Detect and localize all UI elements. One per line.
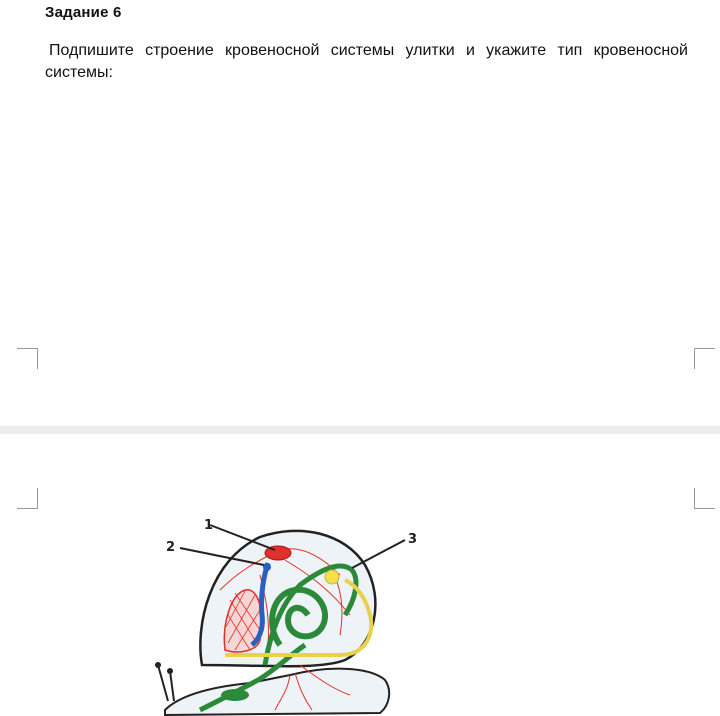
page-margin-corner-top-right <box>694 488 715 509</box>
tentacle-right <box>170 671 174 701</box>
diagram-label-1: 1 <box>204 518 214 533</box>
diagram-label-3: 3 <box>408 532 418 547</box>
snail-circulatory-diagram <box>140 515 440 716</box>
page-margin-corner-bottom-left <box>17 348 38 369</box>
task-instruction: Подпишите строение кровеносной системы улитки и укажите тип кровеносной системы: <box>45 42 688 81</box>
page-separator <box>0 426 720 434</box>
page-margin-corner-top-left <box>17 488 38 509</box>
pointer-3 <box>352 540 405 568</box>
diagram-label-2: 2 <box>166 540 176 555</box>
page-margin-corner-bottom-right <box>694 348 715 369</box>
snail-diagram-svg <box>140 515 440 716</box>
tentacle-left <box>158 665 168 701</box>
snail-foot <box>165 669 389 715</box>
task-title: Задание 6 <box>45 4 122 21</box>
